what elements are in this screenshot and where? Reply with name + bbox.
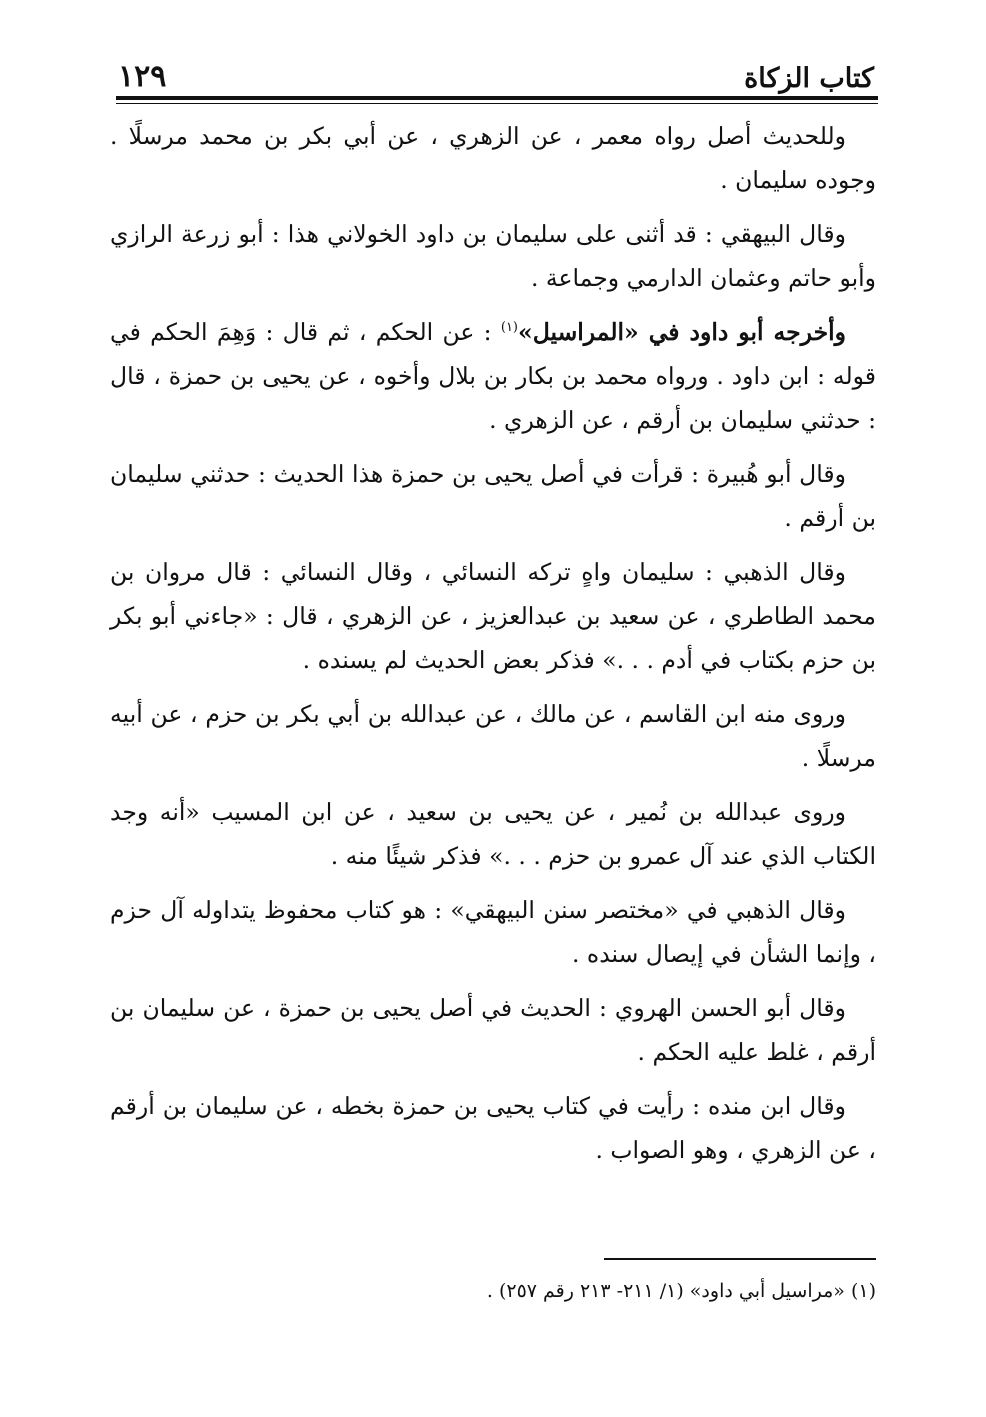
- paragraph-1: وللحديث أصل رواه معمر ، عن الزهري ، عن أبي بكر بن محمد مرسلًا . وجوده سليمان .: [110, 122, 876, 194]
- paragraph-3: وأخرجه أبو داود في «المراسيل»$^{(١)}$ : عن الحكم ، ثم قال : وَهِمَ الحكم في قوله : ابن داود . ورواه محمد بن بكار بن بلال وأخوه ، عن يحيى بن حمزة ، قال : حدثني سليمان بن أرقم ، عن الزهري .: [110, 318, 876, 434]
- paragraph-5: وقال الذهبي : سليمان واهٍ تركه النسائي ، وقال النسائي : قال مروان بن محمد الطاطري ، عن سعيد بن عبدالعزيز ، عن الزهري ، قال : «جاءني أبو بكر بن حزم بكتاب في أدم . . .» فذكر بعض الحديث لم يسنده .: [110, 558, 876, 674]
- page-number: ١٢٩: [118, 59, 167, 94]
- paragraph-10: وقال ابن منده : رأيت في كتاب يحيى بن حمزة بخطه ، عن سليمان بن أرقم ، عن الزهري ، وهو الصواب .: [110, 1092, 876, 1164]
- footnote-divider: [604, 1258, 876, 1260]
- chapter-title: كتاب الزكاة: [744, 63, 874, 94]
- bold-lead: وأخرجه أبو داود في «المراسيل»: [518, 318, 846, 346]
- header-divider: [116, 96, 878, 104]
- main-text: [110, 114, 876, 1178]
- page-header: [118, 52, 874, 92]
- footnote-marker: (١): [500, 320, 518, 336]
- paragraph-6: وروى منه ابن القاسم ، عن مالك ، عن عبدالله بن أبي بكر بن حزم ، عن أبيه مرسلًا .: [110, 700, 876, 772]
- paragraph-4: وقال أبو هُبيرة : قرأت في أصل يحيى بن حمزة هذا الحديث : حدثني سليمان بن أرقم .: [110, 460, 876, 532]
- footnote-1: (١) «مراسيل أبي داود» (١/ ٢١١- ٢١٣ رقم ٢٥٧) .: [486, 1280, 876, 1302]
- paragraph-7: وروى عبدالله بن نُمير ، عن يحيى بن سعيد ، عن ابن المسيب «أنه وجد الكتاب الذي عند آل عمرو بن حزم . . .» فذكر شيئًا منه .: [110, 798, 876, 870]
- paragraph-2: وقال البيهقي : قد أثنى على سليمان بن داود الخولاني هذا : أبو زرعة الرازي وأبو حاتم وعثمان الدارمي وجماعة .: [110, 220, 876, 292]
- paragraph-9: وقال أبو الحسن الهروي : الحديث في أصل يحيى بن حمزة ، عن سليمان بن أرقم ، غلط عليه الحكم .: [110, 994, 876, 1066]
- paragraph-8: وقال الذهبي في «مختصر سنن البيهقي» : هو كتاب محفوظ يتداوله آل حزم ، وإنما الشأن في إيصال سنده .: [110, 896, 876, 968]
